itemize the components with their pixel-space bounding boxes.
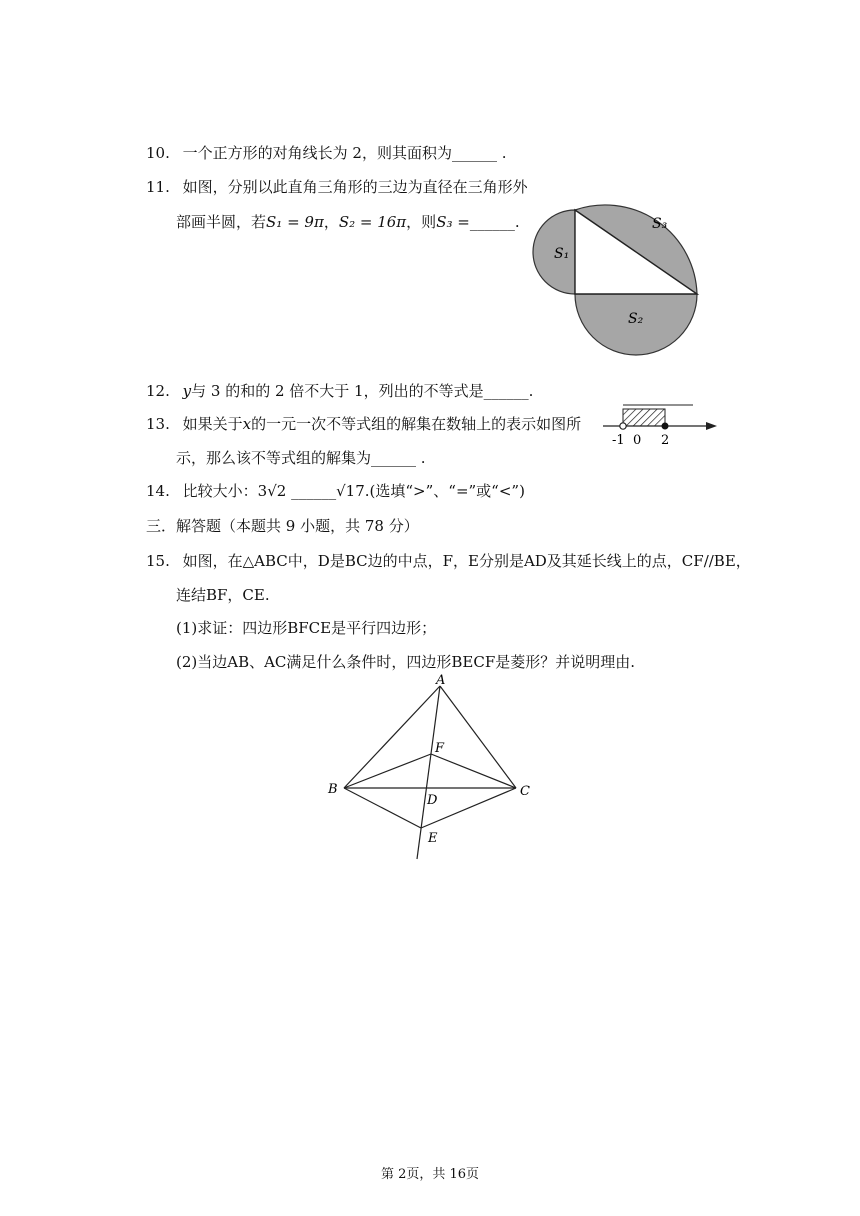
question-text: 部画半圆，若	[176, 213, 267, 231]
question-13-line-2	[176, 448, 426, 468]
section-title: 三．解答题（本题共 9 小题，共 78 分）	[146, 517, 419, 535]
page-footer	[0, 1163, 860, 1182]
question-text: 如图，分别以此直角三角形的三边为直径在三角形外	[182, 178, 528, 196]
label-c: C	[520, 784, 530, 799]
question-11-line-2	[176, 212, 520, 232]
separator: ，则	[406, 213, 437, 231]
tick-label-0: 0	[633, 433, 642, 448]
s2-label: S₂	[628, 311, 644, 327]
s1-expression: S₁ = 9π	[266, 213, 324, 231]
question-text: (2)当边AB、AC满足什么条件时，四边形BECF是菱形？并说明理由.	[176, 653, 636, 671]
open-circle-minus-1	[620, 423, 626, 429]
question-number: 11.	[146, 178, 170, 196]
question-13-line-1	[146, 414, 581, 434]
label-a: A	[436, 673, 446, 688]
variable-x: x	[242, 415, 252, 433]
tick-label-minus-1: -1	[612, 433, 625, 448]
triangle-abc-figure	[320, 672, 540, 862]
label-b: B	[328, 782, 338, 797]
answer-blank: ______	[291, 482, 337, 500]
tick-label-2: 2	[661, 433, 670, 448]
question-text: 如图，在△ABC中，D是BC边的中点，F，E分别是AD及其延长线上的点，CF//BE，	[182, 552, 751, 570]
question-11-line-1	[146, 177, 528, 197]
label-d: D	[427, 793, 438, 808]
question-text: 与 3 的和的 2 倍不大于 1，列出的不等式是______.	[191, 382, 534, 400]
label-f: F	[435, 741, 445, 756]
question-number: 10.	[146, 144, 170, 162]
segment-ab	[344, 686, 440, 788]
question-14	[146, 481, 525, 501]
question-number: 15.	[146, 552, 170, 570]
variable-y: y	[182, 382, 192, 400]
left-expression: 3√2	[257, 482, 287, 500]
question-15-part-2	[176, 652, 635, 672]
semicircles-figure	[530, 168, 730, 358]
question-15-part-1	[176, 618, 436, 638]
question-number: 14.	[146, 482, 170, 500]
question-10	[146, 143, 507, 163]
s1-label: S₁	[554, 246, 570, 262]
segment-bf	[344, 754, 431, 788]
question-number: 13.	[146, 415, 170, 433]
question-15-line-1	[146, 551, 751, 571]
question-text: 一个正方形的对角线长为 2，则其面积为______ .	[182, 144, 507, 162]
s3-label: S₃	[652, 216, 668, 232]
question-text: .(选填“>”、“=”或“<”)	[364, 482, 525, 500]
closed-circle-2	[662, 423, 669, 430]
number-line-figure	[595, 400, 725, 450]
question-12	[146, 381, 533, 401]
question-text: 的一元一次不等式组的解集在数轴上的表示如图所	[251, 415, 582, 433]
question-text: 示，那么该不等式组的解集为______ .	[176, 449, 426, 467]
question-text: 比较大小：	[182, 482, 258, 500]
answer-blank: ______.	[469, 213, 520, 231]
question-text: 连结BF，CE.	[176, 586, 270, 604]
segment-be	[344, 788, 421, 828]
s3-expression: S₃ =	[436, 213, 470, 231]
question-number: 12.	[146, 382, 170, 400]
question-text: 如果关于	[182, 415, 243, 433]
s2-expression: S₂ = 16π	[338, 213, 407, 231]
question-15-line-2	[176, 585, 270, 605]
right-expression: √17	[336, 482, 365, 500]
question-text: (1)求证：四边形BFCE是平行四边形；	[176, 619, 437, 637]
separator: ，	[323, 213, 339, 231]
page-number: 第 2页，共 16页	[380, 1167, 480, 1182]
axis-arrow	[706, 422, 717, 430]
section-heading	[146, 516, 419, 536]
solution-region	[623, 409, 665, 426]
label-e: E	[428, 831, 438, 846]
